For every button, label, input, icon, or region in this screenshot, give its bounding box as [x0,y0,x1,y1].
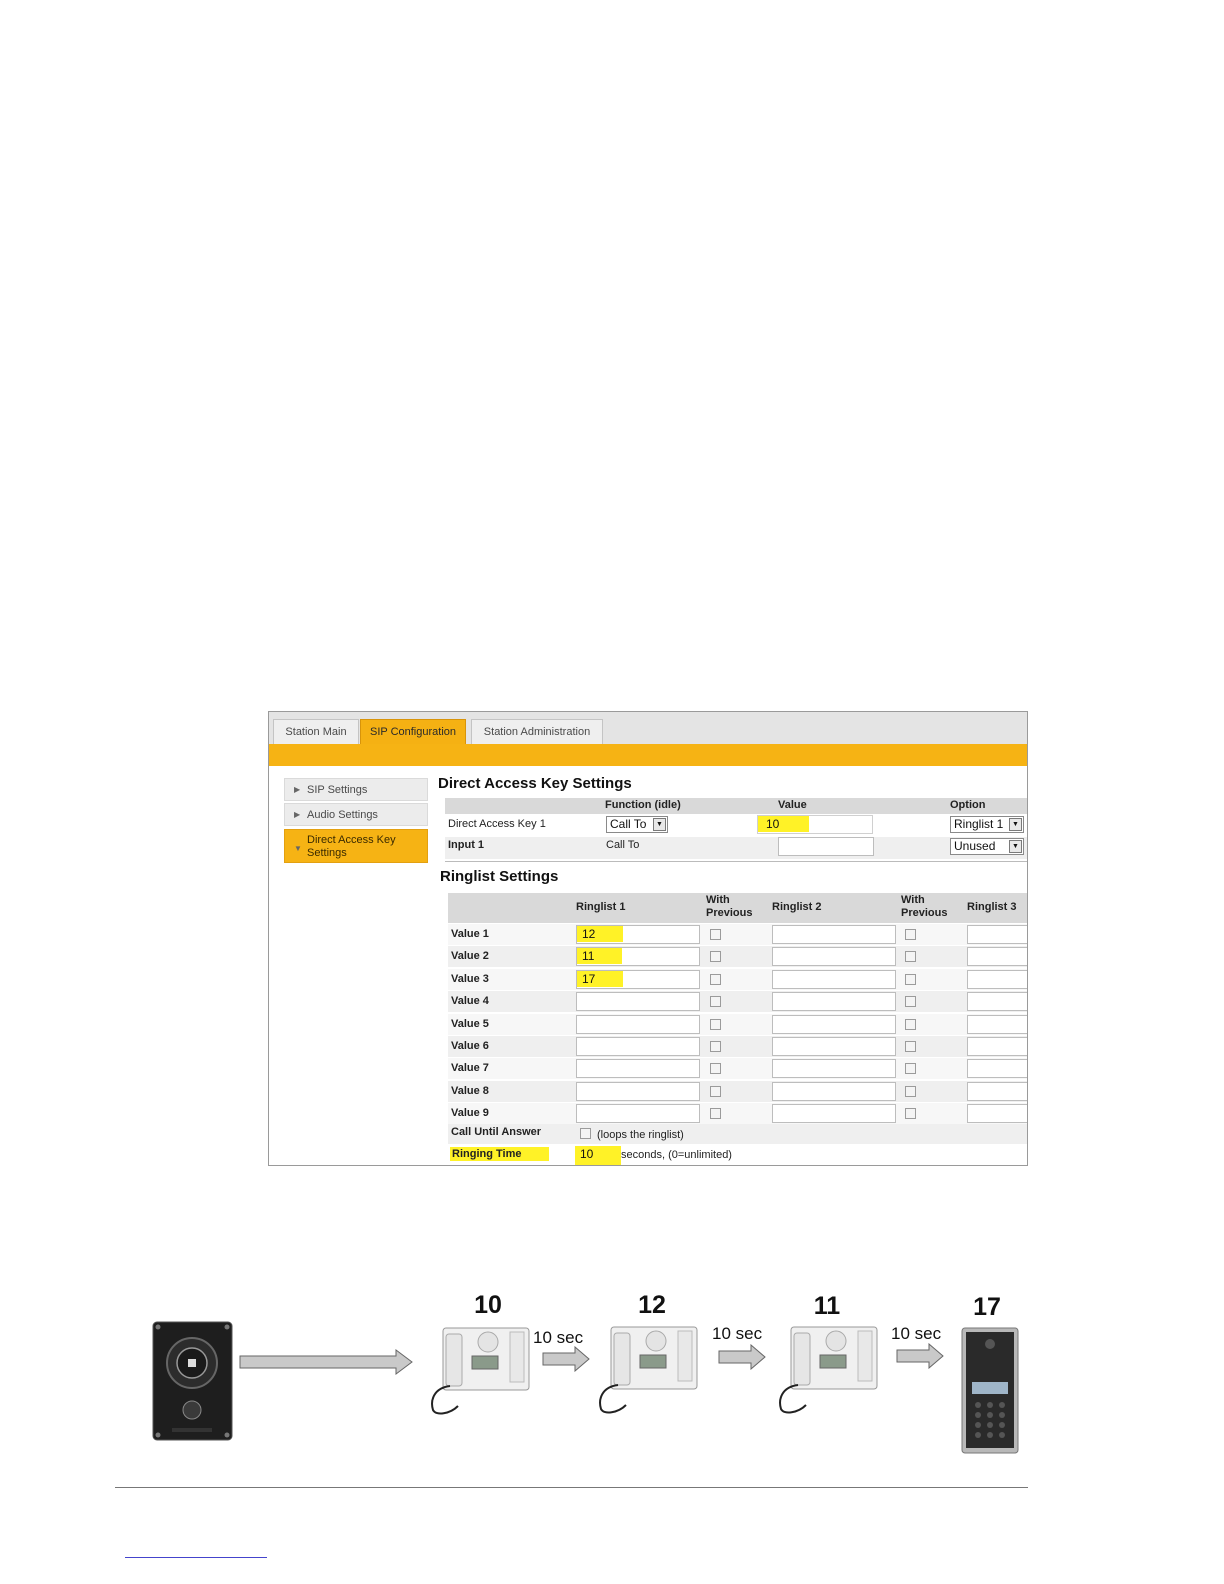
dak-value-field[interactable] [757,815,873,834]
col-with-previous-1: With Previous [706,894,753,919]
station-number-label: 12 [638,1291,666,1319]
dak-row-function: Call To [606,839,640,851]
call-until-answer-checkbox[interactable] [580,1128,591,1139]
col-function: Function (idle) [605,799,681,811]
delay-label: 10 sec [533,1328,584,1347]
arrow-icon [541,1346,591,1372]
ringlist-row-label: Value 3 [451,973,489,985]
ringlist-2-value-field[interactable] [772,970,896,989]
with-previous-checkbox[interactable] [710,929,721,940]
ringlist-row-bg [448,924,1028,945]
col-ringlist-1: Ringlist 1 [576,901,626,913]
with-previous-checkbox[interactable] [710,951,721,962]
dak-row-label: Direct Access Key 1 [448,818,546,830]
header-band [269,744,1027,766]
door-station-icon [961,1327,1019,1454]
sidebar-item-label: Direct Access Key Settings [307,834,396,859]
ringlist-2-value-field[interactable] [772,925,896,944]
chevron-right-icon: ▶ [294,810,301,819]
footer-link-underline [125,1557,267,1558]
ringlist-row-bg [448,1014,1028,1035]
ringlist-1-value-text: 17 [577,971,623,987]
ringlist-3-value-field[interactable] [967,1082,1028,1101]
with-previous-checkbox[interactable] [905,929,916,940]
ringlist-1-value-field[interactable] [576,1037,700,1056]
ringlist-row-label: Value 8 [451,1085,489,1097]
option-select-value: Ringlist 1 [954,817,1004,831]
col-ringlist-2: Ringlist 2 [772,901,822,913]
with-previous-checkbox[interactable] [710,1063,721,1074]
with-previous-checkbox[interactable] [905,1019,916,1030]
ringlist-1-value-field[interactable] [576,992,700,1011]
ringlist-row-label: Value 6 [451,1040,489,1052]
ringlist-2-value-field[interactable] [772,1037,896,1056]
ringlist-3-value-field[interactable] [967,1059,1028,1078]
delay-label: 10 sec [891,1324,942,1343]
tab-station-administration[interactable]: Station Administration [471,719,603,744]
ringlist-row-bg [448,946,1028,967]
ringlist-1-value-text: 11 [577,948,622,964]
ringlist-row-label: Value 4 [451,995,489,1007]
ringlist-2-value-field[interactable] [772,1015,896,1034]
station-number-label: 17 [973,1293,1001,1321]
sidebar-item-direct-access-key-settings[interactable] [284,829,428,863]
chevron-down-icon: ▼ [294,844,302,853]
delay-label: 10 sec [712,1324,763,1343]
ringlist-row-bg [448,1081,1028,1102]
with-previous-checkbox[interactable] [710,974,721,985]
with-previous-checkbox[interactable] [710,1108,721,1119]
ringlist-2-value-field[interactable] [772,992,896,1011]
with-previous-checkbox[interactable] [905,1086,916,1097]
with-previous-checkbox[interactable] [905,996,916,1007]
option-select[interactable] [950,838,1024,855]
tab-bar [269,712,1027,744]
ringlist-1-value-field[interactable] [576,1015,700,1034]
ringlist-3-value-field[interactable] [967,925,1028,944]
tab-sip-configuration[interactable]: SIP Configuration [360,719,466,744]
call-until-answer-hint: (loops the ringlist) [597,1129,684,1141]
intercom-station-icon [152,1321,233,1441]
ringlist-row-bg [448,1058,1028,1079]
chevron-down-icon: ▼ [1009,840,1022,853]
sidebar-item-label: Audio Settings [307,809,378,821]
col-option: Option [950,799,986,811]
with-previous-checkbox[interactable] [905,1041,916,1052]
arrow-icon [895,1343,945,1369]
ringlist-1-value-field[interactable] [576,1082,700,1101]
ringlist-row-label: Value 5 [451,1018,489,1030]
scroll-edge [445,861,1028,865]
ringlist-2-value-field[interactable] [772,1059,896,1078]
ringlist-table-header [448,893,1028,923]
with-previous-checkbox[interactable] [905,1108,916,1119]
ringlist-2-value-field[interactable] [772,947,896,966]
ringlist-3-value-field[interactable] [967,1015,1028,1034]
ringlist-row-label: Value 9 [451,1107,489,1119]
ringing-time-suffix: seconds, (0=unlimited) [621,1149,732,1161]
ringlist-1-value-field[interactable] [576,947,700,966]
with-previous-checkbox[interactable] [905,974,916,985]
function-select-value: Call To [610,817,647,831]
station-number-label: 11 [813,1292,841,1320]
ringing-time-field[interactable]: 10 [575,1146,621,1165]
sidebar-item-sip-settings[interactable] [284,778,428,801]
sidebar-item-audio-settings[interactable] [284,803,428,826]
ringlist-3-value-field[interactable] [967,947,1028,966]
ringlist-row-bg [448,991,1028,1012]
ringlist-row-bg [448,1103,1028,1124]
call-until-answer-label: Call Until Answer [451,1126,542,1138]
with-previous-checkbox[interactable] [710,996,721,1007]
dak-value-text: 10 [758,816,809,832]
ringlist-1-value-field[interactable] [576,970,700,989]
long-arrow-icon [238,1349,414,1375]
ringlist-2-value-field[interactable] [772,1082,896,1101]
dak-row-label: Input 1 [448,839,485,851]
with-previous-checkbox[interactable] [905,951,916,962]
function-select[interactable] [606,816,668,833]
with-previous-checkbox[interactable] [905,1063,916,1074]
chevron-down-icon: ▼ [1009,818,1022,831]
with-previous-checkbox[interactable] [710,1019,721,1030]
col-ringlist-3: Ringlist 3 [967,901,1017,913]
ringlist-section-title: Ringlist Settings [440,868,559,885]
ringlist-1-value-field[interactable] [576,925,700,944]
option-select-value: Unused [954,839,996,853]
col-value: Value [778,799,807,811]
ringlist-row-bg [448,969,1028,990]
web-config-screenshot [268,711,1028,1166]
ringlist-row-label: Value 7 [451,1062,489,1074]
dak-table-header [445,798,1028,814]
ringlist-row-label: Value 1 [451,928,489,940]
ringlist-3-value-field[interactable] [967,1104,1028,1123]
ringlist-1-value-field[interactable] [576,1104,700,1123]
ringlist-1-value-field[interactable] [576,1059,700,1078]
ringlist-row-label: Value 2 [451,950,489,962]
input-value-field[interactable] [778,837,874,856]
chevron-down-icon: ▼ [653,818,666,831]
desk-station-icon [428,1326,532,1416]
desk-station-icon [776,1325,880,1415]
option-select[interactable] [950,816,1024,833]
arrow-icon [717,1344,767,1370]
desk-station-icon [596,1325,700,1415]
ringlist-1-value-text: 12 [577,926,623,942]
sidebar-item-label: SIP Settings [307,784,368,796]
ringlist-3-value-field[interactable] [967,992,1028,1011]
col-with-previous-2: With Previous [901,894,948,919]
with-previous-checkbox[interactable] [710,1041,721,1052]
ringlist-3-value-field[interactable] [967,1037,1028,1056]
dak-section-title: Direct Access Key Settings [438,775,632,792]
ringing-time-label: Ringing Time [450,1147,549,1161]
ringlist-3-value-field[interactable] [967,970,1028,989]
chevron-right-icon: ▶ [294,785,301,794]
ringlist-2-value-field[interactable] [772,1104,896,1123]
page-divider [115,1487,1028,1488]
with-previous-checkbox[interactable] [710,1086,721,1097]
ringlist-row-bg [448,1036,1028,1057]
station-number-label: 10 [474,1291,502,1319]
tab-station-main[interactable]: Station Main [273,719,359,744]
dak-row-bg [445,837,1028,859]
